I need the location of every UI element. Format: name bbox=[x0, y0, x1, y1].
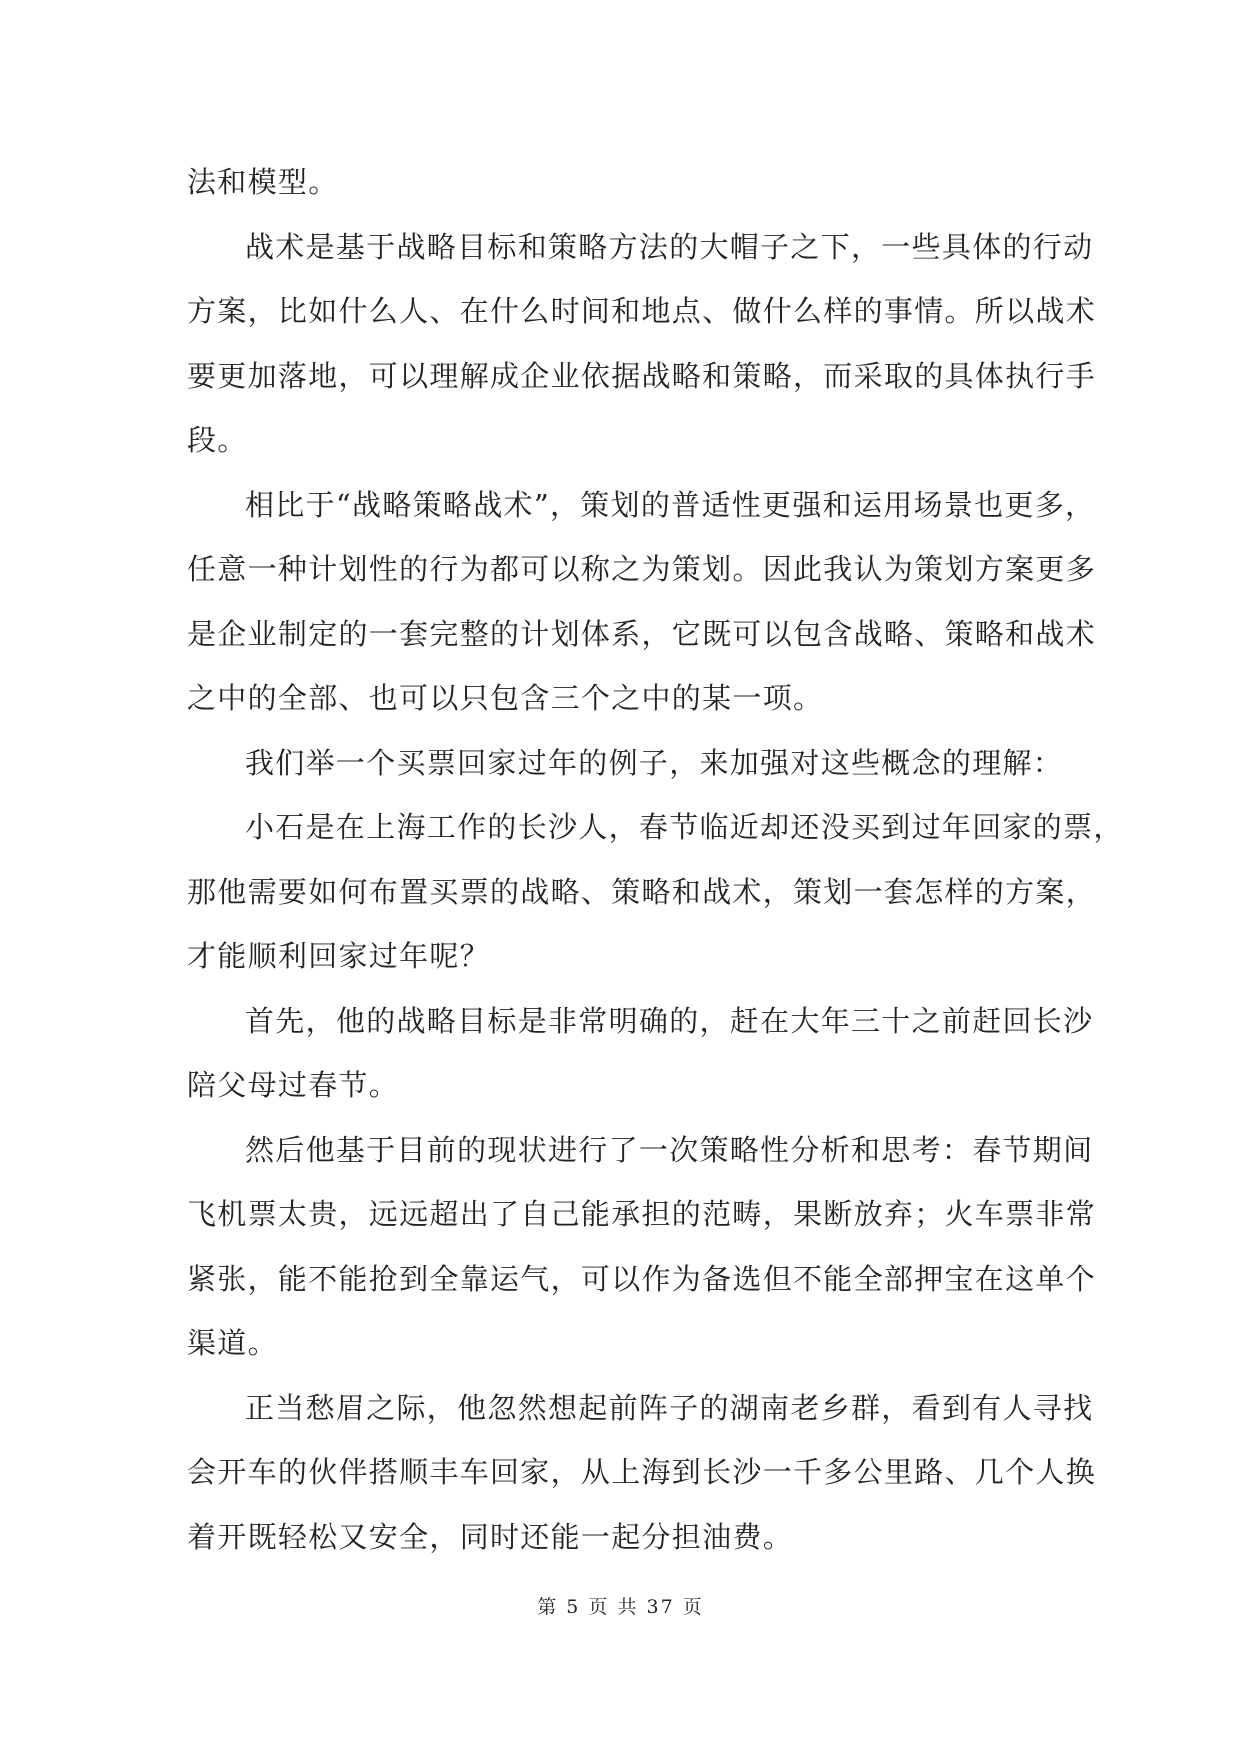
text-line: 然后他基于目前的现状进行了一次策略性分析和思考：春节期间 bbox=[245, 1132, 1094, 1167]
text-line: 首先，他的战略目标是非常明确的，赶在大年三十之前赶回长沙 bbox=[245, 1003, 1094, 1038]
text-line: 方案，比如什么人、在什么时间和地点、做什么样的事情。所以战术 bbox=[187, 294, 1097, 328]
text-line: 着开既轻松又安全，同时还能一起分担油费。 bbox=[187, 1519, 794, 1554]
text-line: 渠道。 bbox=[187, 1326, 278, 1360]
text-line: 段。 bbox=[187, 423, 248, 457]
text-line: 法和模型。 bbox=[187, 165, 339, 199]
text-line: 是企业制定的一套完整的计划体系，它既可以包含战略、策略和战术 bbox=[187, 616, 1097, 651]
text-line: 小石是在上海工作的长沙人，春节临近却还没买到过年回家的票， bbox=[245, 810, 1124, 844]
text-line: 才能顺利回家过年呢？ bbox=[187, 939, 491, 973]
text-line: 正当愁眉之际，他忽然想起前阵子的湖南老乡群，看到有人寻找 bbox=[245, 1390, 1094, 1425]
text-line: 飞机票太贵，远远超出了自己能承担的范畴，果断放弃；火车票非常 bbox=[187, 1197, 1097, 1231]
text-line: 之中的全部、也可以只包含三个之中的某一项。 bbox=[187, 681, 824, 715]
text-line: 要更加落地，可以理解成企业依据战略和策略，而采取的具体执行手 bbox=[187, 358, 1097, 393]
text-line: 紧张，能不能抢到全靠运气，可以作为备选但不能全部押宝在这单个 bbox=[187, 1261, 1097, 1296]
text-line: 陪父母过春节。 bbox=[187, 1068, 400, 1102]
text-line: 相比于“战略策略战术”，策划的普适性更强和运用场景也更多， bbox=[245, 487, 1096, 522]
text-line: 我们举一个买票回家过年的例子，来加强对这些概念的理解： bbox=[245, 745, 1064, 780]
text-line: 战术是基于战略目标和策略方法的大帽子之下，一些具体的行动 bbox=[245, 229, 1094, 264]
page-number-footer: 第 5 页 共 37 页 bbox=[537, 1596, 704, 1618]
body-text bbox=[187, 150, 1124, 1569]
text-line: 会开车的伙伴搭顺丰车回家，从上海到长沙一千多公里路、几个人换 bbox=[187, 1455, 1097, 1489]
text-line: 任意一种计划性的行为都可以称之为策划。因此我认为策划方案更多 bbox=[187, 552, 1097, 586]
text-line: 那他需要如何布置买票的战略、策略和战术，策划一套怎样的方案， bbox=[187, 874, 1097, 909]
